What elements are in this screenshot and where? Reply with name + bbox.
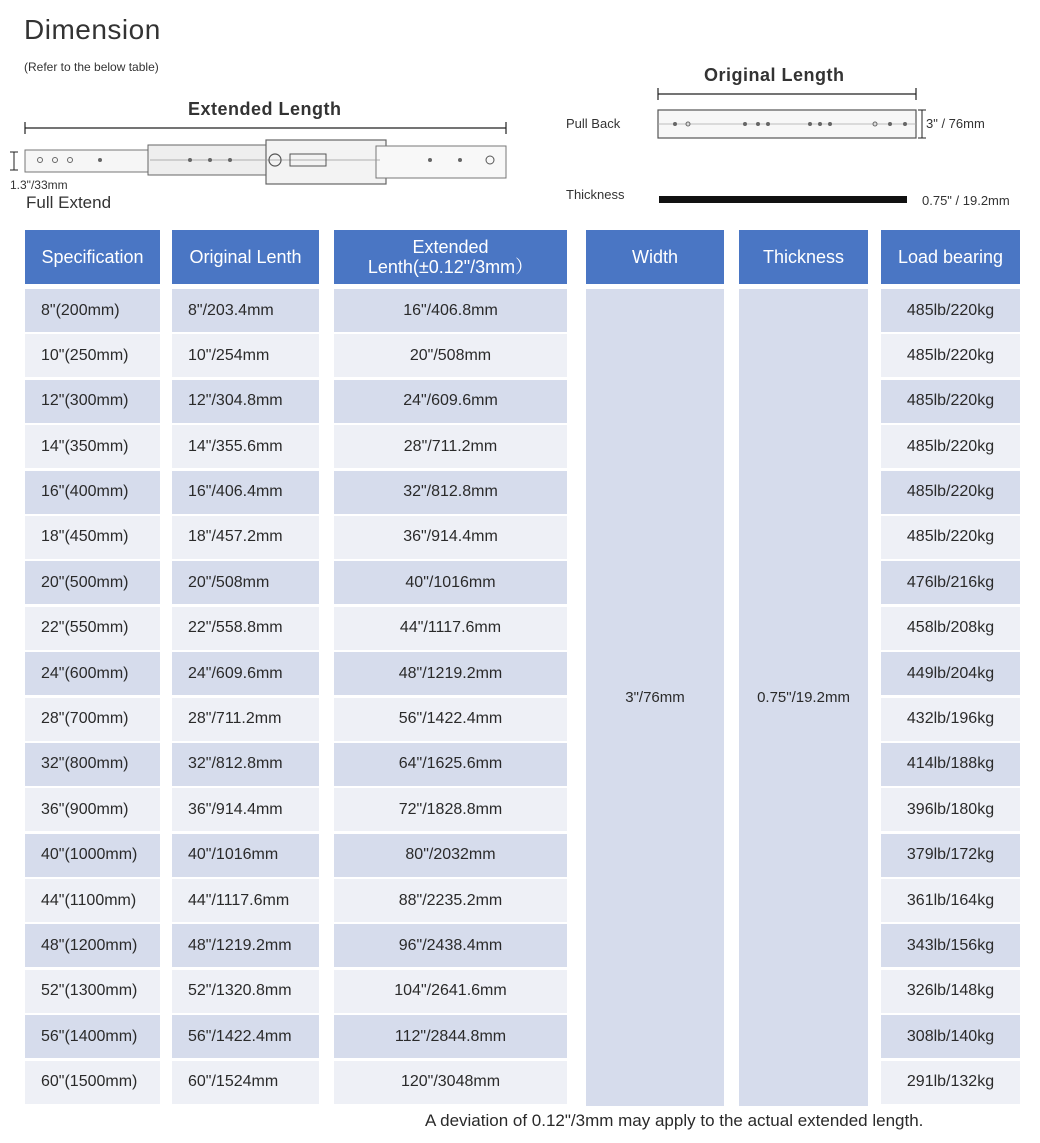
header-load-bearing: Load bearing (881, 230, 1020, 284)
header-original-length: Original Lenth (172, 230, 319, 284)
thickness-bar (659, 196, 907, 203)
table-cell-load: 379lb/172kg (881, 834, 1020, 877)
table-cell-ext: 40"/1016mm (334, 561, 567, 604)
table-cell-orig: 60"/1524mm (172, 1061, 319, 1104)
column-original-length (172, 230, 319, 1106)
table-cell-ext: 80"/2032mm (334, 834, 567, 877)
full-extend-label: Full Extend (26, 193, 112, 212)
table-cell-load: 485lb/220kg (881, 334, 1020, 377)
table-cell-ext: 28"/711.2mm (334, 425, 567, 468)
table-cell-spec: 22"(550mm) (25, 607, 160, 650)
table-cell-orig: 40"/1016mm (172, 834, 319, 877)
table-cell-load: 476lb/216kg (881, 561, 1020, 604)
cells-original-length (172, 289, 319, 1104)
table-cell-orig: 36"/914.4mm (172, 788, 319, 831)
table-cell-ext: 36"/914.4mm (334, 516, 567, 559)
table-cell-load: 326lb/148kg (881, 970, 1020, 1013)
table-cell-ext: 88"/2235.2mm (334, 879, 567, 922)
pull-back-width-label: 3" / 76mm (926, 116, 985, 131)
page-title: Dimension (24, 14, 161, 45)
width-value-cell: 3"/76mm (586, 289, 724, 1106)
header-width: Width (586, 230, 724, 284)
table-cell-load: 485lb/220kg (881, 289, 1020, 332)
table-cell-orig: 48"/1219.2mm (172, 924, 319, 967)
table-cell-orig: 44"/1117.6mm (172, 879, 319, 922)
table-cell-ext: 120"/3048mm (334, 1061, 567, 1104)
table-cell-spec: 52"(1300mm) (25, 970, 160, 1013)
table-cell-spec: 20"(500mm) (25, 561, 160, 604)
pull-back-drawing (650, 86, 940, 146)
page-subtitle: (Refer to the below table) (24, 60, 159, 74)
table-cell-orig: 52"/1320.8mm (172, 970, 319, 1013)
header-specification: Specification (25, 230, 160, 284)
table-cell-spec: 28"(700mm) (25, 698, 160, 741)
table-cell-spec: 60"(1500mm) (25, 1061, 160, 1104)
thickness-value-label: 0.75" / 19.2mm (922, 193, 1010, 208)
table-cell-orig: 20"/508mm (172, 561, 319, 604)
table-cell-load: 414lb/188kg (881, 743, 1020, 786)
table-cell-load: 308lb/140kg (881, 1015, 1020, 1058)
table-cell-spec: 8"(200mm) (25, 289, 160, 332)
table-cell-spec: 18"(450mm) (25, 516, 160, 559)
header-extended-length: Extended Lenth(±0.12"/3mm） (334, 230, 567, 284)
pull-back-label: Pull Back (566, 116, 621, 131)
table-cell-spec: 14"(350mm) (25, 425, 160, 468)
table-cell-orig: 24"/609.6mm (172, 652, 319, 695)
column-width (586, 230, 724, 1106)
column-load-bearing (881, 230, 1020, 1106)
table-cell-ext: 72"/1828.8mm (334, 788, 567, 831)
table-cell-load: 291lb/132kg (881, 1061, 1020, 1104)
table-cell-spec: 12"(300mm) (25, 380, 160, 423)
table-cell-spec: 36"(900mm) (25, 788, 160, 831)
header-thickness: Thickness (739, 230, 868, 284)
original-length-label: Original Length (704, 65, 845, 85)
table-cell-orig: 22"/558.8mm (172, 607, 319, 650)
table-cell-spec: 24"(600mm) (25, 652, 160, 695)
table-cell-load: 343lb/156kg (881, 924, 1020, 967)
table-cell-spec: 40"(1000mm) (25, 834, 160, 877)
extended-slide-drawing (0, 118, 530, 193)
column-specification (25, 230, 160, 1106)
table-cell-orig: 16"/406.4mm (172, 471, 319, 514)
thickness-value-cell: 0.75"/19.2mm (739, 289, 868, 1106)
table-cell-ext: 44"/1117.6mm (334, 607, 567, 650)
table-cell-load: 485lb/220kg (881, 425, 1020, 468)
cells-specification (25, 289, 160, 1104)
column-extended-length (334, 230, 567, 1106)
table-cell-orig: 10"/254mm (172, 334, 319, 377)
column-thickness (739, 230, 868, 1106)
table-cell-spec: 32"(800mm) (25, 743, 160, 786)
footnote: A deviation of 0.12"/3mm may apply to the actual extended length. (425, 1111, 924, 1130)
extended-length-label: Extended Length (188, 99, 342, 119)
table-cell-spec: 56"(1400mm) (25, 1015, 160, 1058)
table-cell-orig: 8"/203.4mm (172, 289, 319, 332)
table-cell-ext: 112"/2844.8mm (334, 1015, 567, 1058)
table-cell-ext: 24"/609.6mm (334, 380, 567, 423)
table-cell-load: 449lb/204kg (881, 652, 1020, 695)
table-cell-ext: 32"/812.8mm (334, 471, 567, 514)
height-label: 1.3"/33mm (10, 178, 68, 192)
cells-load-bearing (881, 289, 1020, 1104)
table-cell-ext: 16"/406.8mm (334, 289, 567, 332)
table-cell-ext: 20"/508mm (334, 334, 567, 377)
table-cell-orig: 28"/711.2mm (172, 698, 319, 741)
table-cell-orig: 14"/355.6mm (172, 425, 319, 468)
table-cell-spec: 10"(250mm) (25, 334, 160, 377)
table-cell-orig: 56"/1422.4mm (172, 1015, 319, 1058)
thickness-label: Thickness (566, 187, 625, 202)
table-cell-ext: 104"/2641.6mm (334, 970, 567, 1013)
table-cell-load: 485lb/220kg (881, 471, 1020, 514)
cells-extended-length (334, 289, 567, 1104)
table-cell-load: 458lb/208kg (881, 607, 1020, 650)
table-cell-orig: 18"/457.2mm (172, 516, 319, 559)
table-cell-spec: 48"(1200mm) (25, 924, 160, 967)
table-cell-load: 396lb/180kg (881, 788, 1020, 831)
table-cell-ext: 64"/1625.6mm (334, 743, 567, 786)
table-cell-ext: 56"/1422.4mm (334, 698, 567, 741)
table-cell-load: 485lb/220kg (881, 380, 1020, 423)
table-cell-load: 361lb/164kg (881, 879, 1020, 922)
table-cell-ext: 48"/1219.2mm (334, 652, 567, 695)
table-cell-spec: 44"(1100mm) (25, 879, 160, 922)
table-cell-load: 485lb/220kg (881, 516, 1020, 559)
table-cell-load: 432lb/196kg (881, 698, 1020, 741)
table-cell-ext: 96"/2438.4mm (334, 924, 567, 967)
table-cell-spec: 16"(400mm) (25, 471, 160, 514)
table-cell-orig: 32"/812.8mm (172, 743, 319, 786)
table-cell-orig: 12"/304.8mm (172, 380, 319, 423)
